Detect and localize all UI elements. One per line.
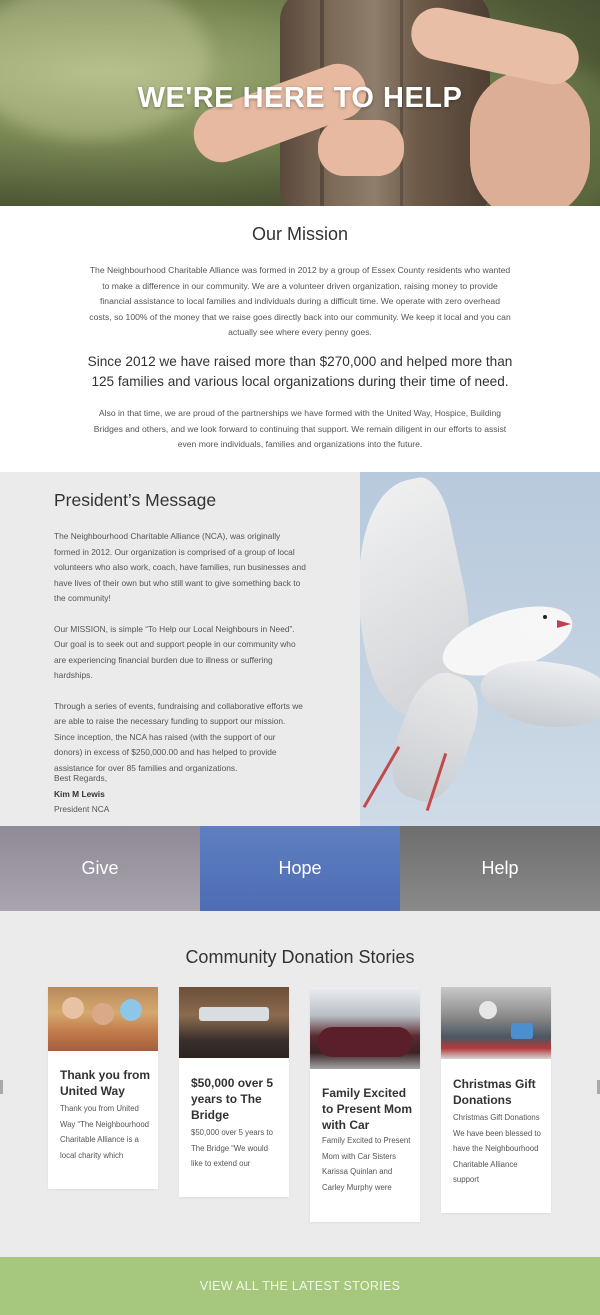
story-image bbox=[48, 987, 158, 1051]
hero-banner bbox=[0, 0, 600, 206]
story-title[interactable]: Thank you from United Way bbox=[60, 1068, 151, 1098]
mission-paragraph: The Neighbourhood Charitable Alliance was formed in 2012 by a group of Essex County residents who wanted to make a difference in our community. We are a volunteer driven organization, raising money to provide financial assistance to local families and individuals during a difficult time. We operate with zero overhead costs, so 100% of the money that we raise goes directly back into our community. We keep it local and you can actually see where every penny goes. bbox=[89, 265, 511, 337]
gull-head bbox=[520, 607, 562, 641]
gull-eye bbox=[543, 615, 547, 619]
hope-tile[interactable]: Hope bbox=[200, 826, 400, 911]
stories-heading: Community Donation Stories bbox=[185, 947, 415, 967]
president-message-body bbox=[54, 529, 306, 791]
hero-background-blur bbox=[0, 0, 210, 140]
child-hand-image bbox=[318, 120, 404, 176]
hero-title: WE'RE HERE TO HELP bbox=[137, 82, 463, 114]
president-paragraph: The Neighbourhood Charitable Alliance (NCA), was originally formed in 2012. Our organization is comprised of a group of local volunteers who also work, coach, have families, run businesses and have lives of their own but who still want to give something back to the community! bbox=[54, 531, 306, 603]
carousel-prev-arrow[interactable] bbox=[0, 1080, 3, 1094]
president-role: President NCA bbox=[54, 804, 110, 814]
president-signature bbox=[54, 771, 306, 818]
give-hope-help-tiles bbox=[0, 826, 600, 911]
help-tile[interactable]: Help bbox=[400, 826, 600, 911]
seagull-image bbox=[360, 472, 600, 826]
president-paragraph: Our MISSION, is simple “To Help our Local Neighbours in Need”. Our goal is to seek out and support people in our community who are experiencing financial burden due to illness or suffering hardships. bbox=[54, 623, 296, 680]
story-title[interactable]: Family Excited to Present Mom with Car bbox=[322, 1086, 413, 1132]
story-excerpt: $50,000 over 5 years to The Bridge “We would like to extend our bbox=[191, 1128, 273, 1168]
story-card[interactable] bbox=[441, 987, 551, 1213]
mission-section bbox=[0, 206, 600, 472]
president-message-section bbox=[0, 472, 600, 826]
closing-text: Best Regards, bbox=[54, 773, 108, 783]
give-tile[interactable]: Give bbox=[0, 826, 200, 911]
story-card[interactable] bbox=[179, 987, 289, 1197]
president-heading: President’s Message bbox=[54, 490, 217, 510]
gull-beak bbox=[557, 620, 571, 628]
story-title[interactable]: Christmas Gift Donations bbox=[453, 1077, 536, 1107]
story-image bbox=[179, 987, 289, 1058]
story-excerpt: Christmas Gift Donations We have been blessed to have the Neighbourhood Charitable Alliance support bbox=[453, 1113, 541, 1184]
story-card[interactable] bbox=[48, 987, 158, 1189]
story-image bbox=[310, 987, 420, 1069]
story-title[interactable]: $50,000 over 5 years to The Bridge bbox=[191, 1076, 274, 1122]
mission-paragraph: Also in that time, we are proud of the partnerships we have formed with the United Way, Hospice, Building Bridges and others, and we look forward to continuing that support. We remain diligent in our efforts to assist even more individuals, families and organizations into the future. bbox=[93, 408, 507, 449]
story-image bbox=[441, 987, 551, 1059]
president-name: Kim M Lewis bbox=[54, 788, 105, 799]
mission-highlight: Since 2012 we have raised more than $270,000 and helped more than 125 families and various local organizations during their time of need. bbox=[87, 354, 513, 389]
story-card[interactable] bbox=[310, 987, 420, 1222]
view-all-stories-button[interactable]: VIEW ALL THE LATEST STORIES bbox=[0, 1257, 600, 1315]
story-excerpt: Thank you from United Way “The Neighbourhood Charitable Alliance is a local charity which bbox=[60, 1104, 149, 1160]
president-paragraph: Through a series of events, fundraising and collaborative efforts we are able to raise the necessary funding to support our mission. Since inception, the NCA has raised (with the support of our donors) in excess of $250,000.00 and has helped to provide assistance for over 85 families and organizations. bbox=[54, 700, 303, 773]
story-excerpt: Family Excited to Present Mom with Car Sisters Karissa Quinlan and Carley Murphy were bbox=[322, 1136, 411, 1192]
mission-heading: Our Mission bbox=[251, 224, 349, 244]
donation-stories-section bbox=[0, 911, 600, 1257]
